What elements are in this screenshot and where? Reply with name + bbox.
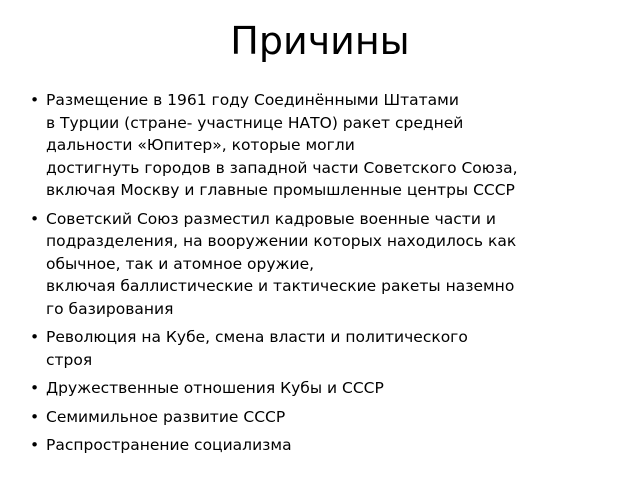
bullet-icon: • xyxy=(30,209,40,228)
bullet-item xyxy=(28,89,626,202)
bullet-text: Распространение социализма xyxy=(46,436,292,454)
bullet-text: Размещение в 1961 году Соединёнными Штатами в Турции (стране- участнице НАТО) ракет средней дальности «Юпитер», которые могли достигнуть городов в западной части Советского Союза, включая Москву и главные промышленные центры СССР xyxy=(46,91,518,199)
bullet-item xyxy=(28,434,626,457)
bullet-text: Советский Союз разместил кадровые военные части и подразделения, на вооружении которых находилось как обычное, так и атомное оружие, включая баллистические и тактические ракеты наземно го базирования xyxy=(46,209,517,318)
bullet-list xyxy=(28,89,626,463)
bullet-text: Дружественные отношения Кубы и СССР xyxy=(46,379,384,397)
bullet-icon: • xyxy=(30,379,40,397)
bullet-icon: • xyxy=(30,91,40,109)
bullet-item xyxy=(28,377,626,400)
bullet-icon: • xyxy=(30,328,40,346)
bullet-item xyxy=(28,208,626,321)
slide-title: Причины xyxy=(230,19,410,63)
bullet-item xyxy=(28,326,626,371)
bullet-item xyxy=(28,406,626,429)
bullet-icon: • xyxy=(30,407,40,426)
bullet-text: Семимильное развитие СССР xyxy=(46,407,286,426)
bullet-text: Революция на Кубе, смена власти и политического строя xyxy=(46,328,468,369)
bullet-icon: • xyxy=(30,436,40,454)
